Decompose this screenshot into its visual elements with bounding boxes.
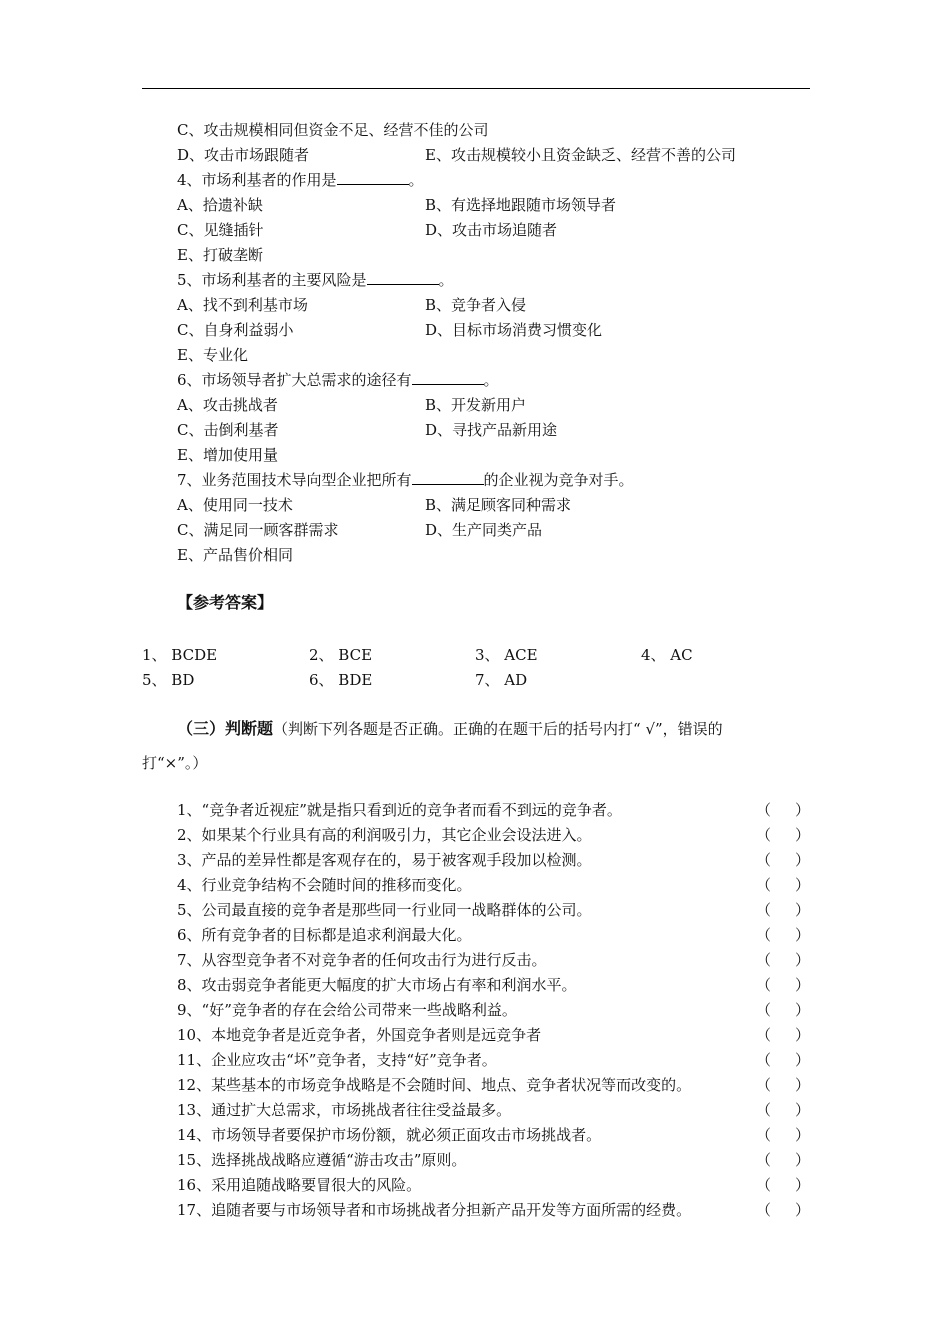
- answer-parentheses[interactable]: （ ）: [756, 1001, 810, 1019]
- option-6a: A、攻击挑战者: [177, 396, 278, 414]
- judgment-question: 11、企业应攻击“坏”竞争者，支持“好”竞争者。: [177, 1051, 497, 1069]
- answer-item: 3、 ACE: [475, 646, 538, 664]
- answer-blank: [412, 470, 484, 485]
- option-4e: E、打破垄断: [177, 246, 263, 264]
- judgment-question: 4、行业竞争结构不会随时间的推移而变化。: [177, 876, 472, 894]
- answer-parentheses[interactable]: （ ）: [756, 801, 810, 819]
- answer-blank: [412, 370, 484, 385]
- judgment-question: 8、攻击弱竞争者能更大幅度的扩大市场占有率和利润水平。: [177, 976, 577, 994]
- option-3e: E、攻击规模较小且资金缺乏、经营不善的公司: [425, 146, 736, 164]
- option-7d: D、生产同类产品: [425, 521, 543, 539]
- answer-parentheses[interactable]: （ ）: [756, 926, 810, 944]
- answer-parentheses[interactable]: （ ）: [756, 951, 810, 969]
- question-5-stem: 5、市场利基者的主要风险是 。: [177, 271, 454, 289]
- judgment-question: 1、“竞争者近视症”就是指只看到近的竞争者而看不到远的竞争者。: [177, 801, 622, 819]
- answers-heading: 【参考答案】: [177, 593, 274, 612]
- option-7a: A、使用同一技术: [177, 496, 293, 514]
- answer-parentheses[interactable]: （ ）: [756, 976, 810, 994]
- answer-parentheses[interactable]: （ ）: [756, 1026, 810, 1044]
- option-3d: D、攻击市场跟随者: [177, 146, 310, 164]
- option-5d: D、目标市场消费习惯变化: [425, 321, 603, 339]
- option-6c: C、击倒利基者: [177, 421, 279, 439]
- answer-parentheses[interactable]: （ ）: [756, 1101, 810, 1119]
- judgment-question: 2、如果某个行业具有高的利润吸引力，其它企业会设法进入。: [177, 826, 592, 844]
- answer-item: 4、 AC: [641, 646, 693, 664]
- option-4b: B、有选择地跟随市场领导者: [425, 196, 617, 214]
- answer-parentheses[interactable]: （ ）: [756, 851, 810, 869]
- option-4c: C、见缝插针: [177, 221, 264, 239]
- option-6b: B、开发新用户: [425, 396, 527, 414]
- answer-parentheses[interactable]: （ ）: [756, 901, 810, 919]
- judgment-question: 13、通过扩大总需求，市场挑战者往往受益最多。: [177, 1101, 512, 1119]
- option-5b: B、竞争者入侵: [425, 296, 527, 314]
- option-5c: C、自身利益弱小: [177, 321, 294, 339]
- answer-item: 6、 BDE: [309, 671, 373, 689]
- question-4-stem: 4、市场利基者的作用是 。: [177, 171, 424, 189]
- option-4a: A、拾遗补缺: [177, 196, 263, 214]
- judgment-instructions: （判断下列各题是否正确。正确的在题干后的括号内打“ √”，错误的: [273, 720, 723, 738]
- judgment-question: 3、产品的差异性都是客观存在的，易于被客观手段加以检测。: [177, 851, 592, 869]
- answer-blank: [337, 170, 409, 185]
- answer-parentheses[interactable]: （ ）: [756, 1176, 810, 1194]
- answer-item: 1、 BCDE: [142, 646, 218, 664]
- answer-parentheses[interactable]: （ ）: [756, 1126, 810, 1144]
- judgment-heading: [177, 718, 810, 740]
- judgment-title: （三）判断题: [177, 719, 274, 738]
- answer-blank: [367, 270, 439, 285]
- option-5e: E、专业化: [177, 346, 248, 364]
- option-6d: D、寻找产品新用途: [425, 421, 558, 439]
- judgment-question: 15、选择挑战战略应遵循“游击攻击”原则。: [177, 1151, 467, 1169]
- judgment-instructions-cont: 打“×”。）: [142, 754, 208, 772]
- answer-item: 5、 BD: [142, 671, 195, 689]
- header-rule: [142, 88, 810, 89]
- answer-parentheses[interactable]: （ ）: [756, 826, 810, 844]
- answer-parentheses[interactable]: （ ）: [756, 1151, 810, 1169]
- answer-item: 2、 BCE: [309, 646, 373, 664]
- judgment-question: 7、从容型竞争者不对竞争者的任何攻击行为进行反击。: [177, 951, 547, 969]
- judgment-question: 16、采用追随战略要冒很大的风险。: [177, 1176, 422, 1194]
- option-6e: E、增加使用量: [177, 446, 278, 464]
- judgment-question: 10、本地竞争者是近竞争者，外国竞争者则是远竞争者: [177, 1026, 542, 1044]
- answer-parentheses[interactable]: （ ）: [756, 1201, 810, 1219]
- judgment-question: 17、追随者要与市场领导者和市场挑战者分担新产品开发等方面所需的经费。: [177, 1201, 692, 1219]
- answer-parentheses[interactable]: （ ）: [756, 876, 810, 894]
- judgment-question: 14、市场领导者要保护市场份额，就必须正面攻击市场挑战者。: [177, 1126, 602, 1144]
- judgment-question: 9、“好”竞争者的存在会给公司带来一些战略利益。: [177, 1001, 517, 1019]
- answer-parentheses[interactable]: （ ）: [756, 1076, 810, 1094]
- option-7b: B、满足顾客同种需求: [425, 496, 572, 514]
- option-3c: C、攻击规模相同但资金不足、经营不佳的公司: [177, 121, 489, 139]
- option-4d: D、攻击市场追随者: [425, 221, 558, 239]
- option-7e: E、产品售价相同: [177, 546, 293, 564]
- option-5a: A、找不到利基市场: [177, 296, 308, 314]
- answer-parentheses[interactable]: （ ）: [756, 1051, 810, 1069]
- question-7-stem: 7、业务范围技术导向型企业把所有 的企业视为竞争对手。: [177, 471, 634, 489]
- judgment-question: 5、公司最直接的竞争者是那些同一行业同一战略群体的公司。: [177, 901, 592, 919]
- judgment-question: 6、所有竞争者的目标都是追求利润最大化。: [177, 926, 472, 944]
- question-6-stem: 6、市场领导者扩大总需求的途径有 。: [177, 371, 499, 389]
- option-7c: C、满足同一顾客群需求: [177, 521, 339, 539]
- judgment-question: 12、某些基本的市场竞争战略是不会随时间、地点、竞争者状况等而改变的。: [177, 1076, 692, 1094]
- answer-item: 7、 AD: [475, 671, 528, 689]
